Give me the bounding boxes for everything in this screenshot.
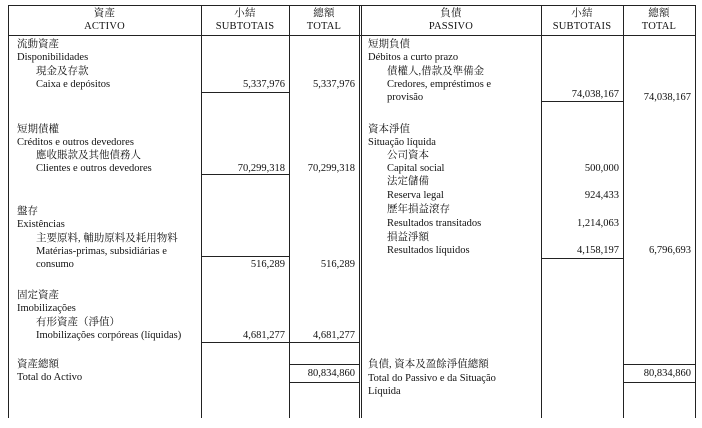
creditors-pt-line2: provisão	[387, 92, 424, 103]
cash-subtotal: 5,337,976	[243, 79, 285, 90]
cash-zh: 現金及存款	[36, 66, 89, 77]
net-result-pt: Resultados líquidos	[387, 245, 470, 256]
clients-pt: Clientes e outros devedores	[36, 163, 152, 174]
net-result-subtotal: 4,158,197	[577, 245, 619, 256]
tangible-zh: 有形資產（淨值）	[36, 317, 120, 328]
fixed-assets-zh: 固定資產	[17, 290, 59, 301]
asset-grand-total: 80,834,860	[307, 368, 355, 379]
header-bottom-border	[8, 35, 696, 36]
receivables-pt: Créditos e outros devedores	[17, 137, 134, 148]
col-line-a2	[289, 5, 290, 418]
header-subtotal2-pt: SUBTOTAIS	[552, 21, 612, 32]
rule-liab-grand-top	[623, 364, 695, 365]
tangible-total: 4,681,277	[313, 330, 355, 341]
rule-net-sub	[541, 258, 623, 259]
capital-zh: 公司資本	[387, 150, 429, 161]
col-line-l2	[623, 5, 624, 418]
header-assets-zh: 資產	[93, 8, 116, 19]
materials-zh: 主要原料, 輔助原料及耗用物料	[36, 233, 178, 244]
reserve-pt: Reserva legal	[387, 190, 444, 201]
col-line-a3	[359, 5, 360, 418]
liab-grand-total: 80,834,860	[643, 368, 691, 379]
top-border	[8, 5, 696, 6]
reserve-subtotal: 924,433	[584, 190, 619, 201]
header-total-pt: TOTAL	[306, 21, 342, 32]
col-line-a1	[201, 5, 202, 418]
creditors-pt-line1: Credores, empréstimos e	[387, 79, 492, 90]
creditors-zh: 債權人,借款及準備金	[387, 66, 485, 77]
equity-total: 6,796,693	[649, 245, 691, 256]
clients-zh: 應收賬款及其他債務人	[36, 150, 141, 161]
cash-total: 5,337,976	[313, 79, 355, 90]
materials-total: 516,289	[320, 259, 355, 270]
retained-zh: 歷年損益滾存	[387, 204, 450, 215]
rule-tangible-tot	[289, 342, 359, 343]
available-pt: Disponibilidades	[17, 52, 89, 63]
col-line-l1	[541, 5, 542, 418]
asset-grand-pt: Total do Activo	[17, 372, 83, 383]
rule-asset-grand-bot	[289, 382, 359, 383]
materials-pt-line2: consumo	[36, 259, 74, 270]
liab-grand-zh: 負債, 資本及盈餘淨值總額	[368, 359, 489, 370]
retained-subtotal: 1,214,063	[577, 218, 619, 229]
header-subtotal-zh: 小結	[234, 8, 256, 19]
equity-zh: 資本淨值	[368, 124, 410, 135]
rule-cash-sub	[201, 92, 289, 93]
materials-pt-line1: Matérias-primas, subsidiárias e	[36, 246, 167, 257]
equity-pt: Situação líquida	[368, 137, 436, 148]
capital-subtotal: 500,000	[584, 163, 619, 174]
materials-subtotal: 516,289	[250, 259, 285, 270]
header-assets-pt: ACTIVO	[84, 21, 125, 32]
rule-materials-sub	[201, 256, 289, 257]
header-total2-zh: 總額	[648, 8, 670, 19]
col-line-mid	[361, 5, 362, 418]
liab-grand-pt-line2: Líquida	[368, 386, 401, 397]
receivables-zh: 短期債權	[17, 124, 59, 135]
header-subtotal-pt: SUBTOTAIS	[215, 21, 275, 32]
rule-asset-grand-top	[289, 364, 359, 365]
net-result-zh: 損益淨額	[387, 232, 429, 243]
creditors-subtotal: 74,038,167	[571, 89, 619, 100]
col-line-left	[8, 5, 9, 418]
asset-grand-zh: 資產總額	[17, 359, 59, 370]
reserve-zh: 法定儲備	[387, 176, 429, 187]
rule-tangible-sub	[201, 342, 289, 343]
short-term-pt: Débitos a curto prazo	[368, 52, 459, 63]
header-liab-pt: PASSIVO	[428, 21, 474, 32]
inventory-pt: Existências	[17, 219, 65, 230]
col-line-right	[695, 5, 696, 418]
tangible-subtotal: 4,681,277	[243, 330, 285, 341]
fixed-assets-pt: Imobilizações	[17, 303, 76, 314]
rule-liab-grand-bot	[623, 382, 695, 383]
creditors-total: 74,038,167	[643, 92, 691, 103]
header-subtotal2-zh: 小結	[571, 8, 593, 19]
capital-pt: Capital social	[387, 163, 445, 174]
header-total-zh: 總額	[313, 8, 335, 19]
inventory-zh: 盤存	[17, 206, 38, 217]
header-liab-zh: 負債	[440, 8, 462, 19]
rule-creditors-sub	[541, 101, 623, 102]
header-total2-pt: TOTAL	[641, 21, 677, 32]
retained-pt: Resultados transitados	[387, 218, 482, 229]
short-term-zh: 短期負債	[368, 39, 410, 50]
liab-grand-pt-line1: Total do Passivo e da Situação	[368, 373, 496, 384]
current-assets-zh: 流動資產	[17, 39, 59, 50]
clients-subtotal: 70,299,318	[237, 163, 285, 174]
clients-total: 70,299,318	[307, 163, 355, 174]
cash-pt: Caixa e depósitos	[36, 79, 111, 90]
tangible-pt: Imobilizações corpóreas (líquidas)	[36, 330, 182, 341]
